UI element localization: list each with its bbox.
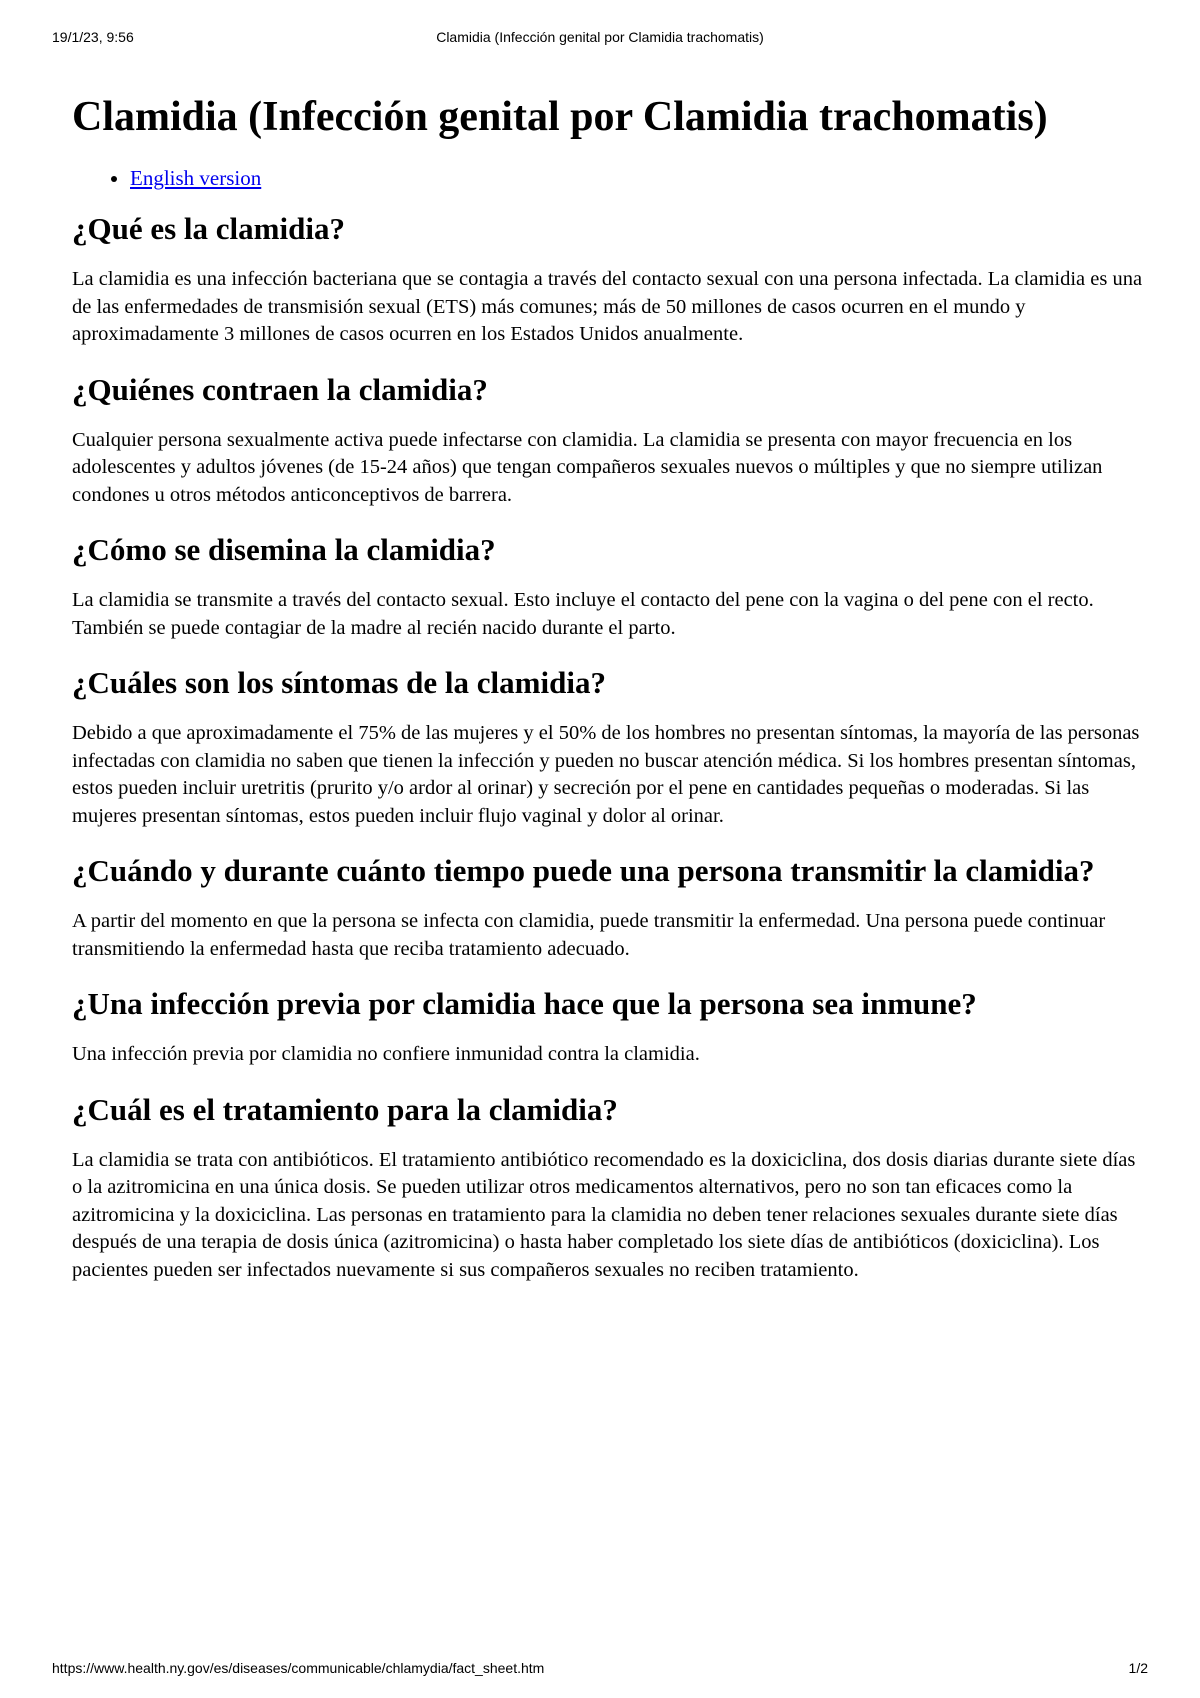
section-heading-what-is: ¿Qué es la clamidia? <box>72 211 345 246</box>
print-header <box>52 29 1148 49</box>
section-body-how-spread: La clamidia se transmite a través del contacto sexual. Esto incluye el contacto del pene con la vagina o del pene con el recto. También se puede contagiar de la madre al recién nacido durante el parto. <box>72 589 1094 639</box>
language-link-item <box>130 164 1147 192</box>
section-body-immunity: Una infección previa por clamidia no confiere inmunidad contra la clamidia. <box>72 1043 700 1065</box>
section-heading-how-spread: ¿Cómo se disemina la clamidia? <box>72 532 496 567</box>
section-heading-treatment: ¿Cuál es el tratamiento para la clamidia? <box>72 1091 618 1127</box>
section-body-who-gets: Cualquier persona sexualmente activa puede infectarse con clamidia. La clamidia se presenta con mayor frecuencia en los adolescentes y adultos jóvenes (de 15-24 años) que tengan compañeros sexuales nuevos o múltiples y que no siempre utilizan condones u otros métodos anticonceptivos de barrera. <box>72 428 1103 506</box>
english-version-link[interactable]: English version <box>130 166 262 190</box>
print-datetime: 19/1/23, 9:56 <box>52 29 134 45</box>
section-body-symptoms: Debido a que aproximadamente el 75% de las mujeres y el 50% de los hombres no presentan síntomas, la mayoría de las personas infectadas con clamidia no saben que tienen la infección y pueden no buscar atención médica. Si los hombres presentan síntomas, estos pueden incluir uretritis (prurito y/o ardor al orinar) y secreción por el pene en cantidades pequeñas o moderadas. Si las mujeres presentan síntomas, estos pueden incluir flujo vaginal y dolor al orinar. <box>72 722 1140 827</box>
print-page-number: 1/2 <box>1128 1660 1148 1676</box>
print-doc-title: Clamidia (Infección genital por Clamidia trachomatis) <box>436 29 764 45</box>
language-links <box>72 164 1147 192</box>
print-footer <box>52 1660 1148 1680</box>
section-body-transmission-period: A partir del momento en que la persona se infecta con clamidia, puede transmitir la enfermedad. Una persona puede continuar transmitiendo la enfermedad hasta que reciba tratamiento adecuado. <box>72 910 1106 960</box>
section-heading-symptoms: ¿Cuáles son los síntomas de la clamidia? <box>72 665 606 700</box>
section-body-treatment: La clamidia se trata con antibióticos. El tratamiento antibiótico recomendado es la doxiciclina, dos dosis diarias durante siete días o la azitromicina en una única dosis. Se pueden utilizar otros medicamentos alternativos, pero no son tan eficaces como la azitromicina y la doxiciclina. Las personas en tratamiento para la clamidia no deben tener relaciones sexuales durante siete días después de una terapia de dosis única (azitromicina) o hasta haber completado los siete días de antibióticos (doxiciclina). Los pacientes pueden ser infectados nuevamente si sus compañeros sexuales no reciben tratamiento. <box>72 1148 1136 1281</box>
section-heading-transmission-period: ¿Cuándo y durante cuánto tiempo puede una persona transmitir la clamidia? <box>72 853 1095 888</box>
section-heading-who-gets: ¿Quiénes contraen la clamidia? <box>72 371 488 407</box>
page-title: Clamidia (Infección genital por Clamidia trachomatis) <box>72 94 1048 140</box>
section-body-what-is: La clamidia es una infección bacteriana que se contagia a través del contacto sexual con una persona infectada. La clamidia es una de las enfermedades de transmisión sexual (ETS) más comunes; más de 50 millones de casos ocurren en el mundo y aproximadamente 3 millones de casos ocurren en los Estados Unidos anualmente. <box>72 268 1143 345</box>
print-url: https://www.health.ny.gov/es/diseases/communicable/chlamydia/fact_sheet.htm <box>52 1660 545 1676</box>
article <box>72 88 1147 1306</box>
section-heading-immunity: ¿Una infección previa por clamidia hace que la persona sea inmune? <box>72 986 977 1021</box>
